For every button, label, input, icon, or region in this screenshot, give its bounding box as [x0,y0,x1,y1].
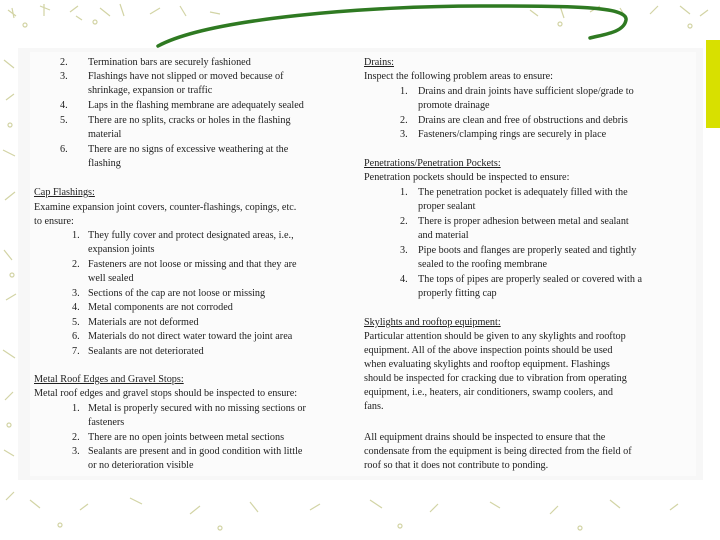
list-number: 7. [72,346,80,357]
list-number: 1. [72,403,80,414]
list-item: properly fitting cap [418,288,497,299]
list-item: Metal components are not corroded [88,302,233,313]
list-item: Sections of the cap are not loose or missing [88,288,266,299]
list-number: 4. [60,100,68,111]
list-number: 2. [60,57,68,68]
section-intro: Examine expansion joint covers, counter-flashings, copings, etc. [34,202,297,213]
list-number: 2. [72,259,80,270]
list-item: flashing [88,158,121,169]
list-item: Drains and drain joints have sufficient slope/grade to [418,86,634,97]
list-item: Materials do not direct water toward the joint area [88,331,293,342]
scanned-document [18,48,703,480]
list-number: 2. [72,432,80,443]
paragraph-line: Particular attention should be given to any skylights and rooftop [364,331,626,342]
section-intro: Penetration pockets should be inspected to ensure: [364,172,570,183]
list-item: expansion joints [88,244,155,255]
list-item: There are no open joints between metal sections [88,432,285,443]
list-item: shrinkage, expansion or traffic [88,85,213,96]
section-heading-cap-flashings: Cap Flashings: [34,187,95,198]
list-item: sealed to the roofing membrane [418,259,547,270]
section-intro: to ensure: [34,216,74,227]
section-heading-skylights: Skylights and rooftop equipment: [364,317,501,328]
list-number: 1. [400,86,408,97]
list-number: 3. [400,129,408,140]
section-heading-drains: Drains: [364,57,394,68]
section-heading-metal-roof-edges: Metal Roof Edges and Gravel Stops: [34,374,184,385]
list-item: The tops of pipes are properly sealed or covered with a [418,274,643,285]
list-number: 4. [400,274,408,285]
list-item: Pipe boots and flanges are properly seated and tightly [418,245,637,256]
section-intro: Metal roof edges and gravel stops should be inspected to ensure: [34,388,298,399]
list-number: 2. [400,115,408,126]
paragraph-line: condensate from the equipment is being directed from the field of [364,446,632,457]
list-item: Drains are clean and free of obstructions and debris [418,115,628,126]
accent-bar [706,40,720,128]
list-item: The penetration pocket is adequately filled with the [418,187,628,198]
list-number: 3. [60,71,68,82]
list-number: 4. [72,302,80,313]
list-item: Materials are not deformed [88,317,199,328]
list-number: 5. [60,115,68,126]
list-number: 1. [72,230,80,241]
list-item: Fasteners/clamping rings are securely in place [418,129,607,140]
section-intro: Inspect the following problem areas to ensure: [364,71,553,82]
list-number: 3. [72,446,80,457]
paragraph-line: All equipment drains should be inspected to ensure that the [364,432,606,443]
list-item: or no deterioration visible [88,460,194,471]
list-item: They fully cover and protect designated areas, i.e., [88,230,294,241]
botanical-pattern-bottom [0,480,720,540]
list-item: Sealants are present and in good condition with little [88,446,303,457]
list-item: proper sealant [418,201,476,212]
list-item: There are no splits, cracks or holes in the flashing [88,115,291,126]
list-number: 6. [72,331,80,342]
list-number: 6. [60,144,68,155]
list-item: and material [418,230,469,241]
left-page [30,52,362,476]
list-item: Fasteners are not loose or missing and that they are [88,259,297,270]
green-swoosh-decoration [150,0,640,50]
list-item: Flashings have not slipped or moved because of [88,71,284,82]
list-item: There are no signs of excessive weathering at the [88,144,289,155]
paragraph-line: fans. [364,401,384,412]
list-number: 2. [400,216,408,227]
list-number: 3. [72,288,80,299]
list-number: 3. [400,245,408,256]
paragraph-line: equipment. All of the above inspection points should be used [364,345,613,356]
right-page [360,52,696,476]
list-item: Termination bars are securely fashioned [88,57,251,68]
paragraph-line: should be inspected for cracking due to vibration from operating [364,373,627,384]
list-item: promote drainage [418,100,490,111]
list-number: 5. [72,317,80,328]
paragraph-line: when evaluating skylights and rooftop equipment. Flashings [364,359,610,370]
section-heading-penetrations: Penetrations/Penetration Pockets: [364,158,501,169]
list-number: 1. [400,187,408,198]
list-item: well sealed [88,273,134,284]
paragraph-line: equipment, i.e., heaters, air conditioners, swamp coolers, and [364,387,613,398]
list-item: Metal is properly secured with no missing sections or [88,403,306,414]
paragraph-line: roof so that it does not contribute to ponding. [364,460,549,471]
list-item: Laps in the flashing membrane are adequately sealed [88,100,304,111]
list-item: There is proper adhesion between metal and sealant [418,216,629,227]
list-item: material [88,129,122,140]
list-item: Sealants are not deteriorated [88,346,204,357]
list-item: fasteners [88,417,125,428]
